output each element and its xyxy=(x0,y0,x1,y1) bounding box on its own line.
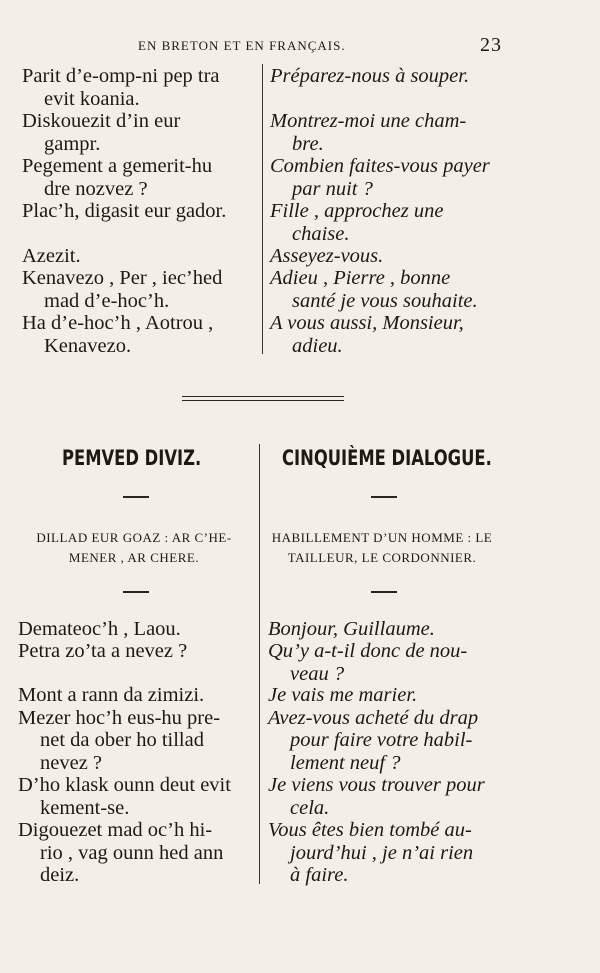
french-dialogue-heading: CINQUIÈME DIALOGUE. xyxy=(282,446,492,470)
breton-line: mad d’e-hoc’h. xyxy=(44,290,170,312)
section-separator-rule xyxy=(182,396,344,397)
french-line: Préparez-nous à souper. xyxy=(270,65,470,87)
french-line: bre. xyxy=(292,133,324,155)
breton-line: Kenavezo. xyxy=(44,335,132,357)
breton-line: Demateoc’h , Laou. xyxy=(18,618,181,640)
heading-dash xyxy=(371,496,397,498)
french-dialogue-subtitle: HABILLEMENT D’UN HOMME : LE TAILLEUR, LE CORDONNIER. xyxy=(271,530,493,565)
french-line: Avez-vous acheté du drap xyxy=(268,707,479,729)
french-line: Combien faites-vous payer xyxy=(270,155,490,177)
heading-dash xyxy=(123,496,149,498)
breton-line: Kenavezo , Per , iec’hed xyxy=(22,267,223,289)
french-line: Je viens vous trouver pour xyxy=(268,774,485,796)
page-number: 23 xyxy=(480,34,502,56)
french-line: Montrez-moi une cham- xyxy=(270,110,467,132)
subtitle-dash xyxy=(123,591,149,593)
subtitle-dash xyxy=(371,591,397,593)
running-title: EN BRETON ET EN FRANÇAIS. xyxy=(138,38,346,53)
breton-line: Mont a rann da zimizi. xyxy=(18,684,205,706)
breton-line: Parit d’e-omp-ni pep tra xyxy=(22,65,220,87)
breton-line: kement-se. xyxy=(40,797,130,819)
breton-dialogue-heading: PEMVED DIVIZ. xyxy=(62,446,202,470)
breton-line: dre nozvez ? xyxy=(44,178,148,200)
french-line: Fille , approchez une xyxy=(270,200,444,222)
french-line: Qu’y a-t-il donc de nou- xyxy=(268,640,468,662)
french-line: à faire. xyxy=(290,864,349,886)
breton-line: Mezer hoc’h eus-hu pre- xyxy=(18,707,221,729)
french-line: A vous aussi, Monsieur, xyxy=(270,312,464,334)
breton-line: Diskouezit d’in eur xyxy=(22,110,181,132)
breton-dialogue-subtitle: DILLAD EUR GOAZ : AR C’HE- MENER , AR CHERE. xyxy=(36,530,232,565)
french-line: chaise. xyxy=(292,223,350,245)
french-line: Vous êtes bien tombé au- xyxy=(268,819,472,841)
top-column-rule xyxy=(262,64,263,354)
french-line: pour faire votre habil- xyxy=(290,729,473,751)
french-line: Asseyez-vous. xyxy=(270,245,384,267)
french-line: jourd’hui , je n’ai rien xyxy=(290,842,474,864)
breton-line: D’ho klask ounn deut evit xyxy=(18,774,231,796)
french-line: adieu. xyxy=(292,335,343,357)
breton-line: evit koania. xyxy=(44,88,140,110)
section-separator-rule xyxy=(182,400,344,401)
breton-line: Petra zo’ta a nevez ? xyxy=(18,640,188,662)
breton-line: Ha d’e-hoc’h , Aotrou , xyxy=(22,312,214,334)
breton-line: Pegement a gemerit-hu xyxy=(22,155,213,177)
breton-line: gampr. xyxy=(44,133,101,155)
french-line: Adieu , Pierre , bonne xyxy=(270,267,451,289)
french-line: santé je vous souhaite. xyxy=(292,290,478,312)
french-line: cela. xyxy=(290,797,330,819)
breton-line: deiz. xyxy=(40,864,80,886)
french-line: Je vais me marier. xyxy=(268,684,418,706)
french-line: lement neuf ? xyxy=(290,752,401,774)
breton-line: net da ober ho tillad xyxy=(40,729,204,751)
bottom-column-rule xyxy=(259,444,260,884)
french-line: veau ? xyxy=(290,663,345,685)
breton-line: nevez ? xyxy=(40,752,103,774)
french-line: par nuit ? xyxy=(292,178,373,200)
breton-line: Digouezet mad oc’h hi- xyxy=(18,819,213,841)
breton-line: Azezit. xyxy=(22,245,81,267)
breton-line: rio , vag ounn hed ann xyxy=(40,842,224,864)
french-line: Bonjour, Guillaume. xyxy=(268,618,435,640)
breton-line: Plac’h, digasit eur gador. xyxy=(22,200,227,222)
